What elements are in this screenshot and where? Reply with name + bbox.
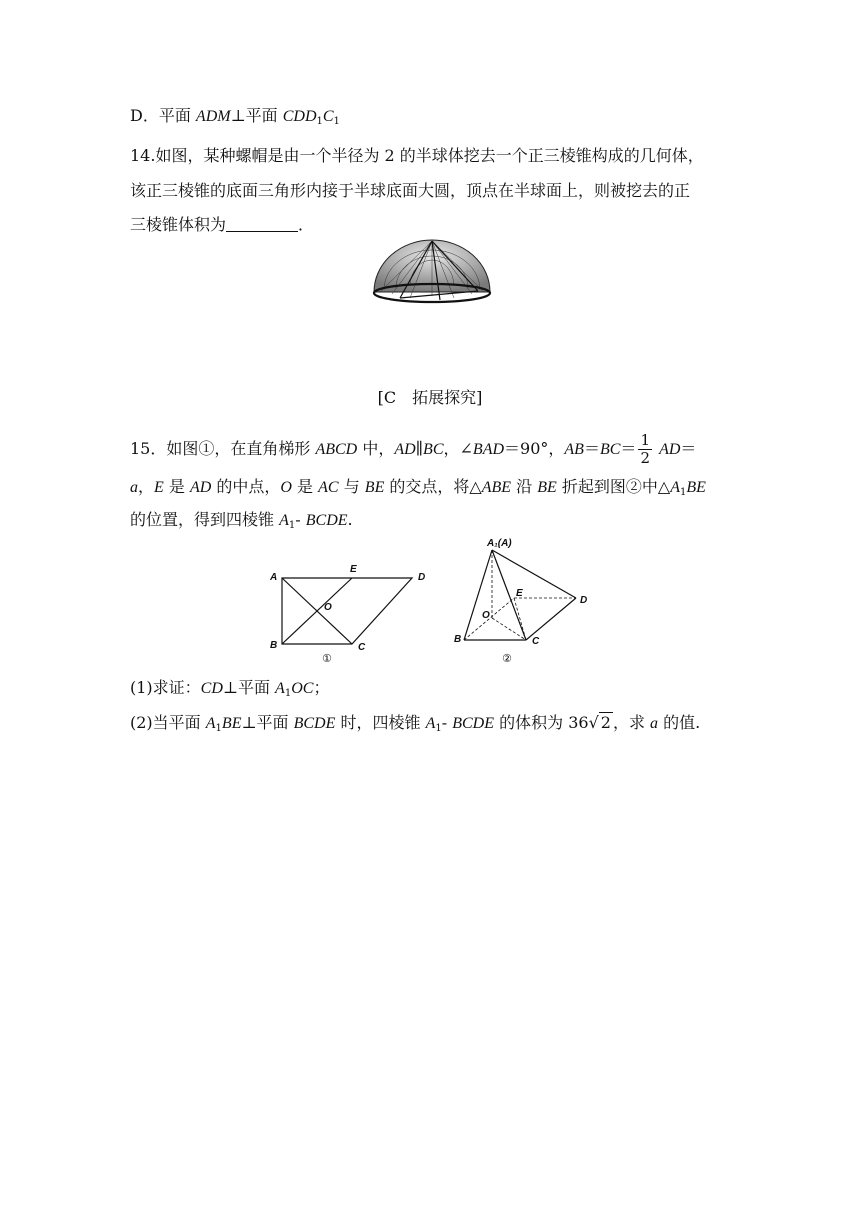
q14-line2: 该正三棱锥的底面三角形内接于半球底面大圆，顶点在半球面上，则被挖去的正 bbox=[130, 181, 691, 200]
hemisphere-figure bbox=[370, 236, 495, 308]
fig2-caption: ② bbox=[502, 652, 512, 665]
figure-1-trapezoid bbox=[262, 560, 442, 665]
q15-line2: a，E 是 AD 的中点，O 是 AC 与 BE 的交点，将△ABE 沿 BE 折起到图②中$\triangle A_1BE$ bbox=[130, 477, 706, 498]
fig1-label-E: E bbox=[350, 564, 357, 575]
option-d-line: D．平面 ADM⊥平面 $CDD_1C_1$ bbox=[130, 106, 340, 127]
fig2-label-E: E bbox=[516, 588, 523, 599]
section-title: [C 拓展探究] bbox=[377, 388, 483, 407]
fig2-label-C: C bbox=[532, 636, 540, 647]
answer-blank bbox=[226, 215, 298, 232]
q15-part1: (1)求证：CD⊥平面 $A_1OC$； bbox=[130, 678, 330, 699]
q14-line3: 三棱锥体积为 ． bbox=[130, 215, 315, 234]
q14-line1: 14.如图，某种螺帽是由一个半径为 2 的半球体挖去一个正三棱锥构成的几何体， bbox=[130, 146, 704, 165]
fraction-half: $\frac{1}{2}$ bbox=[640, 431, 650, 467]
fig1-label-B: B bbox=[270, 640, 278, 651]
sqrt-2: √ 2 bbox=[588, 713, 611, 732]
fig1-label-C: C bbox=[358, 642, 366, 653]
fig2-label-A1A: A₁(A) bbox=[487, 538, 512, 549]
q15-part2: (2)当平面 $A_1BE\perp$平面 BCDE 时，四棱锥 $A_1-$ BCDE 的体积为 36√ 2 ，求 a 的值. bbox=[130, 713, 701, 734]
fig1-caption: ① bbox=[322, 652, 332, 665]
q15-line1: 15．如图①，在直角梯形 ABCD 中，AD∥BC，∠BAD＝90°，AB＝BC＝ $\frac{1}{2}$ AD＝ bbox=[130, 431, 697, 467]
fig2-label-O: O bbox=[482, 610, 490, 621]
fig2-label-D: D bbox=[580, 595, 588, 606]
fig2-label-B: B bbox=[454, 634, 462, 645]
q15-line3: 的位置，得到四棱锥 $A_1-$ BCDE. bbox=[130, 510, 353, 531]
fig1-label-D: D bbox=[418, 572, 426, 583]
fig1-label-A: A bbox=[270, 572, 278, 583]
figure-2-pyramid bbox=[452, 536, 602, 666]
fig1-label-O: O bbox=[324, 602, 332, 613]
